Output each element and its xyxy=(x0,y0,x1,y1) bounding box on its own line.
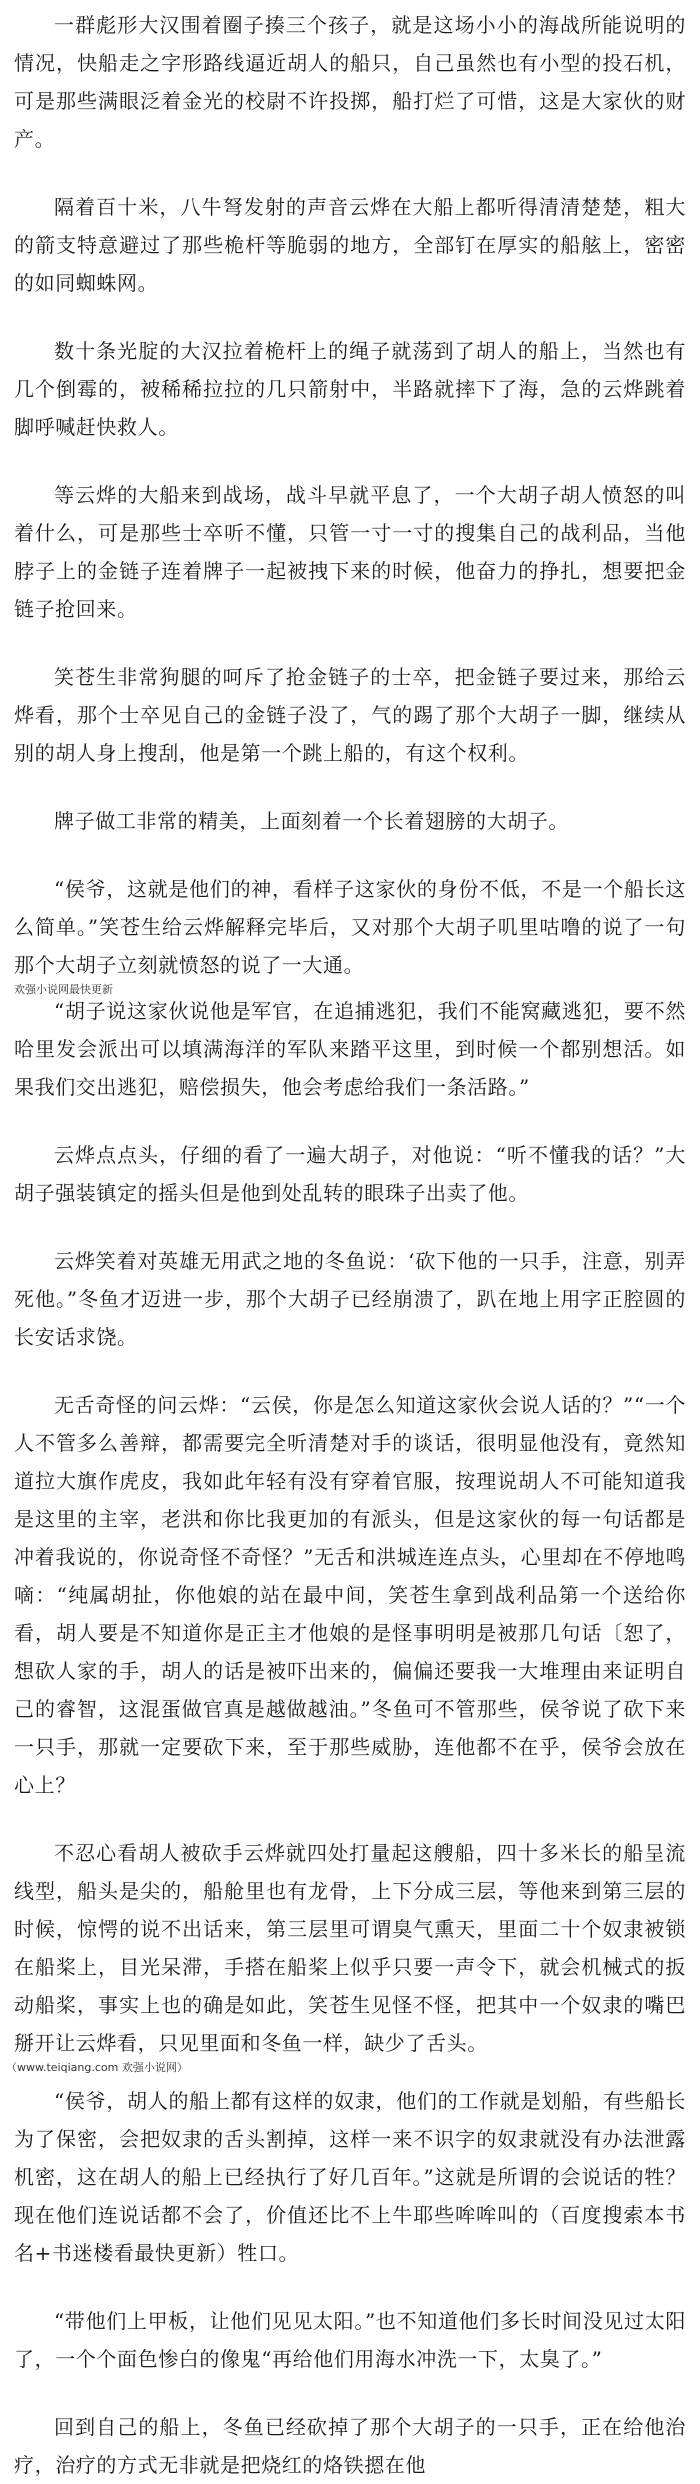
paragraph-8: “胡子说这家伙说他是军官，在追捕逃犯，我们不能窝藏逃犯，要不然哈里发会派出可以填满海洋的军队来踏平这里，到时候一个都别想活。如果我们交出逃犯，赔偿损失，他会考虑给我们一条活路。” xyxy=(14,999,686,1099)
paragraph-15: 回到自己的船上，冬鱼已经砍掉了那个大胡子的一只手，正在给他治疗，治疗的方式无非就是把烧红的烙铁摁在他 xyxy=(14,2415,686,2477)
paragraph-9: 云烨点点头，仔细的看了一遍大胡子，对他说：“听不懂我的话？”大胡子强装镇定的摇头但是他到处乱转的眼珠子出卖了他。 xyxy=(14,1143,686,1205)
paragraph-14: “带他们上甲板，让他们见见太阳。”也不知道他们多长时间没见过太阳了，一个个面色惨白的像鬼“再给他们用海水冲洗一下，太臭了。” xyxy=(14,2309,686,2371)
paragraph-13: “侯爷，胡人的船上都有这样的奴隶，他们的工作就是划船，有些船长为了保密，会把奴隶的舌头割掉，这样一来不识字的奴隶就没有办法泄露机密，这在胡人的船上已经执行了好几百年。”这就是所谓的会说话的牲？现在他们连说话都不会了，价值还比不上牛耶些哞哞叫的（百度搜索本书名+书迷楼看最快更新）牲口。 xyxy=(14,2089,686,2265)
paragraph-5: 笑苍生非常狗腿的呵斥了抢金链子的士卒，把金链子要过来，那给云烨看，那个士卒见自己的金链子没了，气的踢了那个大胡子一脚，继续从别的胡人身上搜刮，他是第一个跳上船的，有这个权利。 xyxy=(14,665,686,765)
paragraph-3: 数十条光腚的大汉拉着桅杆上的绳子就荡到了胡人的船上，当然也有几个倒霉的，被稀稀拉拉的几只箭射中，半路就摔下了海，急的云烨跳着脚呼喊赶快救人。 xyxy=(14,339,686,439)
paragraph-1: 一群彪形大汉围着圈子揍三个孩子，就是这场小小的海战所能说明的情况，快船走之字形路线逼近胡人的船只，自己虽然也有小型的投石机，可是那些满眼泛着金光的校尉不许投掷，船打烂了可惜，这是大家伙的财产。 xyxy=(14,13,686,151)
paragraph-12: 不忍心看胡人被砍手云烨就四处打量起这艘船，四十多米长的船呈流线型，船头是尖的，船舱里也有龙骨，上下分成三层，等他来到第三层的时候，惊愕的说不出话来，第三层里可谓臭气熏天，里面二十个奴隶被锁在船桨上，目光呆滞，手搭在船桨上似乎只要一声令下，就会机械式的扳动船桨，事实上也的确是如此，笑苍生见怪不怪，把其中一个奴隶的嘴巴掰开让云烨看，只见里面和冬鱼一样，缺少了舌头。 xyxy=(14,1841,686,2055)
paragraph-6: 牌子做工非常的精美，上面刻着一个长着翅膀的大胡子。 xyxy=(54,809,569,833)
paragraph-11: 无舌奇怪的问云烨：“云侯，你是怎么知道这家伙会说人话的？”“一个人不管多么善辩，都需要完全听清楚对手的谈话，很明显他没有，竟然知道拉大旗作虎皮，我如此年轻有没有穿着官服，按理说胡人不可能知道我是这里的主宰，老洪和你比我更加的有派头，但是这家伙的每一句话都是冲着我说的，你说奇怪不奇怪？”无舌和洪城连连点头，心里却在不停地鸣嘀：“纯属胡扯，你他娘的站在最中间，笑苍生拿到战利品第一个送给你看，胡人要是不知道你是正主才他娘的是怪事明明是被那几句话〔恕了，想砍人家的手，胡人的话是被吓出来的，偏偏还要我一大堆理由来证明自己的睿智，这混蛋做官真是越做越油。”冬鱼可不管那些，侯爷说了砍下来一只手，那就一定要砍下来，至于那些威胁，连他都不在乎，侯爷会放在心上？ xyxy=(14,1393,686,1797)
watermark-mid: 欢强小说网最快更新 xyxy=(14,983,113,996)
paragraph-10: 云烨笑着对英雄无用武之地的冬鱼说：‘砍下他的一只手，注意，别弄死他。”冬鱼才迈进一步，那个大胡子已经崩溃了，趴在地上用字正腔圆的长安话求饶。 xyxy=(14,1249,686,1349)
paragraph-2: 隔着百十米，八牛弩发射的声音云烨在大船上都听得清清楚楚，粗大的箭支特意避过了那些桅杆等脆弱的地方，全部钉在厚实的船舷上，密密的如同蜘蛛网。 xyxy=(14,195,686,295)
paragraph-4: 等云烨的大船来到战场，战斗早就平息了，一个大胡子胡人愤怒的叫着什么，可是那些士卒听不懂，只管一寸一寸的搜集自己的战利品，当他脖子上的金链子连着牌子一起被拽下来的时候，他奋力的挣扎，想要把金链子抢回来。 xyxy=(14,483,686,621)
paragraph-7: “侯爷，这就是他们的神，看样子这家伙的身份不低，不是一个船长这么简单。”笑苍生给云烨解释完毕后，又对那个大胡子叽里咕噜的说了一句那个大胡子立刻就愤怒的说了一大通。 xyxy=(14,877,686,977)
watermark-site: （www.teiqiang.com 欢强小说网） xyxy=(6,2061,188,2074)
